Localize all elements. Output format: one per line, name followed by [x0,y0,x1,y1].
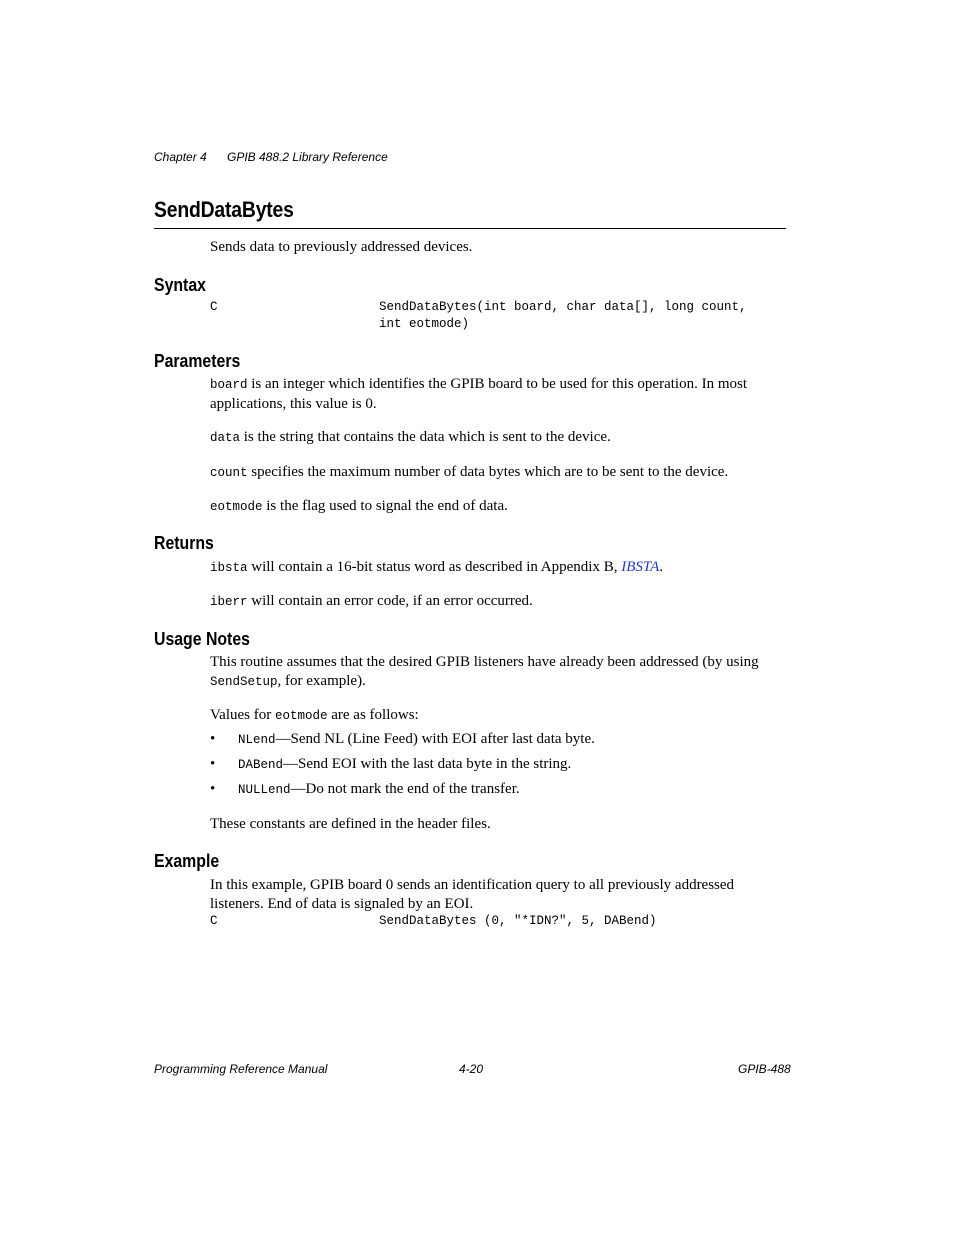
footer-product: GPIB-488 [738,1062,791,1076]
bullet-text: —Send EOI with the last data byte in the string. [283,756,572,772]
usage-p1-text: This routine assumes that the desired GPIB listeners have already been addressed (by using [210,654,759,670]
usage-heading: Usage Notes [154,629,250,649]
usage-p2-end: are as follows: [327,707,419,723]
bullet-text: —Do not mark the end of the transfer. [290,781,520,797]
param-name: count [210,466,248,480]
syntax-line-1: SendDataBytes(int board, char data[], long count, [379,300,747,314]
returns-iberr [210,592,786,612]
syntax-heading: Syntax [154,275,206,295]
bullet-marker: • [210,781,216,797]
syntax-line-2: int eotmode) [379,317,470,331]
usage-paragraph-2 [210,706,786,726]
intro-text: Sends data to previously addressed devices. [210,239,473,255]
ibsta-link[interactable]: IBSTA [621,559,660,575]
bullet-item-nullend [238,781,520,798]
bullet-text: —Send NL (Line Feed) with EOI after last data byte. [275,731,595,747]
returns-heading: Returns [154,533,214,553]
usage-p2-pre: Values for [210,707,275,723]
bullet-item-nlend [238,731,595,748]
ibsta-name: ibsta [210,561,248,575]
param-description: is the string that contains the data which is sent to the device. [240,429,611,445]
ibsta-period: . [659,559,664,575]
param-count [210,463,786,483]
param-name: eotmode [210,500,263,514]
param-name: board [210,378,248,392]
param-data [210,428,786,448]
bullet-item-dabend [238,756,571,773]
example-code: SendDataBytes (0, "*IDN?", 5, DABend) [379,914,657,928]
syntax-language: C [210,300,218,314]
page-title: SendDataBytes [154,197,294,222]
usage-p2-code: eotmode [274,709,328,723]
usage-paragraph-1 [210,653,786,692]
returns-ibsta [210,558,786,578]
bullet-marker: • [210,731,216,747]
param-board [210,375,786,414]
iberr-name: iberr [210,595,248,609]
parameters-heading: Parameters [154,351,241,371]
example-heading: Example [154,851,220,871]
running-header-chapter: Chapter 4 [154,150,207,164]
bullet-code: NLend [238,733,276,747]
running-header-section: GPIB 488.2 Library Reference [227,150,388,164]
param-description: specifies the maximum number of data bytes which are to be sent to the device. [247,464,729,480]
ibsta-description: will contain a 16-bit status word as described in Appendix B, [247,559,622,575]
param-description: is an integer which identifies the GPIB board to be used for this operation. In most applications, this value is 0. [210,376,747,412]
bullet-code: NULLend [238,783,291,797]
usage-paragraph-3: These constants are defined in the header files. [210,816,491,832]
param-description: is the flag used to signal the end of data. [262,498,508,514]
param-name: data [210,431,241,445]
example-text: In this example, GPIB board 0 sends an identification query to all previously addressed listeners. End of data is signaled by an EOI. [210,877,735,912]
iberr-description: will contain an error code, if an error occurred. [247,593,533,609]
bullet-code: DABend [238,758,284,772]
footer-page-number: 4-20 [459,1062,484,1076]
usage-p1-code: SendSetup [210,675,278,689]
usage-p1-end: , for example). [277,673,366,689]
footer-manual-title: Programming Reference Manual [154,1062,328,1076]
example-language: C [210,914,218,928]
param-eotmode [210,497,786,517]
bullet-marker: • [210,756,216,772]
title-rule [154,228,786,229]
